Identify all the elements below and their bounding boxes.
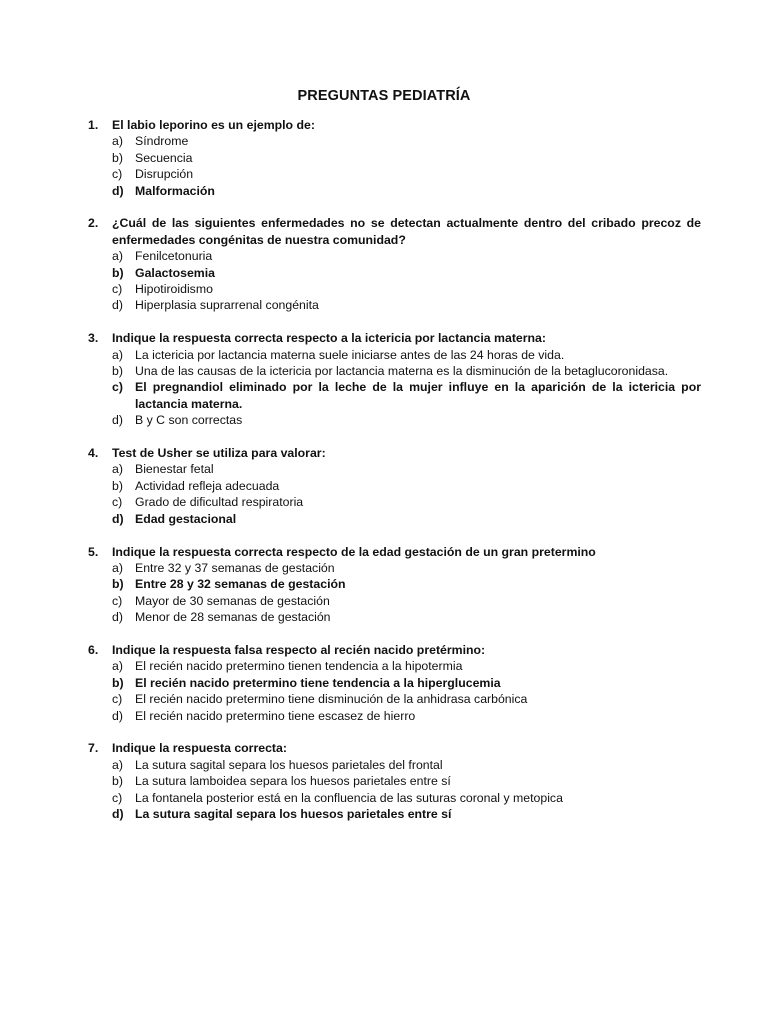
question-4 xyxy=(88,445,701,527)
option-text: Hiperplasia suprarrenal congénita xyxy=(135,298,319,313)
question-2 xyxy=(88,215,701,313)
option-c xyxy=(112,593,701,609)
option-text: El recién nacido pretermino tiene disminución de la anhidrasa carbónica xyxy=(135,692,528,707)
option-text: El recién nacido pretermino tiene escasez de hierro xyxy=(135,708,416,723)
question-header xyxy=(88,117,701,133)
option-text: Secuencia xyxy=(135,150,193,165)
question-number: 3. xyxy=(88,331,99,346)
option-letter: d) xyxy=(112,183,124,198)
option-text: Entre 32 y 37 semanas de gestación xyxy=(135,560,335,575)
option-letter: b) xyxy=(112,150,123,165)
option-letter: b) xyxy=(112,364,123,379)
option-text: Actividad refleja adecuada xyxy=(135,478,280,493)
question-text: Indique la respuesta correcta respecto de la edad gestación de un gran pretermino xyxy=(112,544,596,559)
option-c xyxy=(112,790,701,806)
option-text: La fontanela posterior está en la confluencia de las suturas coronal y metopica xyxy=(135,790,563,805)
option-d-answer xyxy=(112,511,701,527)
option-letter: a) xyxy=(112,560,123,575)
question-number: 6. xyxy=(88,642,99,657)
option-letter: d) xyxy=(112,511,124,526)
option-text: Edad gestacional xyxy=(135,511,237,526)
option-letter: d) xyxy=(112,413,123,428)
option-letter: d) xyxy=(112,610,123,625)
option-text: La ictericia por lactancia materna suele iniciarse antes de las 24 horas de vida. xyxy=(135,347,565,362)
option-letter: c) xyxy=(112,495,123,510)
option-b xyxy=(112,478,701,494)
option-letter: a) xyxy=(112,347,123,362)
question-header xyxy=(88,740,701,756)
option-list xyxy=(88,461,701,527)
option-b-answer xyxy=(112,576,701,592)
question-header xyxy=(88,330,701,346)
option-c xyxy=(112,494,701,510)
question-header xyxy=(88,445,701,461)
option-d-answer xyxy=(112,806,701,822)
option-letter: c) xyxy=(112,380,123,395)
option-list xyxy=(88,347,701,429)
option-letter: d) xyxy=(112,806,124,821)
option-list xyxy=(88,248,701,314)
option-text: Síndrome xyxy=(135,134,189,149)
option-b-answer xyxy=(112,675,701,691)
option-letter: b) xyxy=(112,478,123,493)
option-text: Galactosemia xyxy=(135,265,215,280)
question-header xyxy=(88,544,701,560)
option-text: El recién nacido pretermino tiene tendencia a la hiperglucemia xyxy=(135,675,501,690)
option-letter: a) xyxy=(112,659,123,674)
question-list xyxy=(88,117,701,839)
option-list xyxy=(88,658,701,724)
option-text: La sutura lamboidea separa los huesos parietales entre sí xyxy=(135,774,451,789)
option-c-answer xyxy=(112,379,701,412)
option-letter: c) xyxy=(112,282,123,297)
option-text: La sutura sagital separa los huesos parietales del frontal xyxy=(135,757,443,772)
option-list xyxy=(88,757,701,823)
option-text: Bienestar fetal xyxy=(135,462,214,477)
option-d xyxy=(112,609,701,625)
option-letter: c) xyxy=(112,692,123,707)
option-text: Grado de dificultad respiratoria xyxy=(135,495,304,510)
question-number: 7. xyxy=(88,741,99,756)
option-a xyxy=(112,248,701,264)
question-text: Indique la respuesta correcta respecto a la ictericia por lactancia materna: xyxy=(112,331,546,346)
option-letter: d) xyxy=(112,708,123,723)
option-d xyxy=(112,412,701,428)
option-a xyxy=(112,133,701,149)
question-1 xyxy=(88,117,701,199)
option-list xyxy=(88,133,701,199)
option-text: El pregnandiol eliminado por la leche de la mujer influye en la aparición de la ictericia por lactancia materna. xyxy=(135,380,701,411)
question-7 xyxy=(88,740,701,822)
question-text: Indique la respuesta correcta: xyxy=(112,741,287,756)
option-text: Hipotiroidismo xyxy=(135,282,213,297)
option-c xyxy=(112,281,701,297)
option-letter: c) xyxy=(112,593,123,608)
option-a xyxy=(112,347,701,363)
option-a xyxy=(112,560,701,576)
option-text: Malformación xyxy=(135,183,215,198)
option-d xyxy=(112,297,701,313)
option-text: Mayor de 30 semanas de gestación xyxy=(135,593,330,608)
question-number: 2. xyxy=(88,216,99,231)
question-number: 5. xyxy=(88,544,99,559)
question-number: 1. xyxy=(88,118,99,132)
question-3 xyxy=(88,330,701,428)
question-number: 4. xyxy=(88,446,99,461)
option-a xyxy=(112,757,701,773)
option-b xyxy=(112,363,701,379)
option-letter: d) xyxy=(112,298,123,313)
page-title: PREGUNTAS PEDIATRÍA xyxy=(297,88,471,104)
option-a xyxy=(112,658,701,674)
option-letter: b) xyxy=(112,265,124,280)
option-letter: c) xyxy=(112,790,123,805)
option-text: B y C son correctas xyxy=(135,413,243,428)
option-text: Una de las causas de la ictericia por lactancia materna es la disminución de la betaglucoronidasa. xyxy=(135,364,669,379)
option-letter: a) xyxy=(112,757,123,772)
option-letter: b) xyxy=(112,774,123,789)
option-d-answer xyxy=(112,183,701,199)
option-c xyxy=(112,691,701,707)
option-letter: a) xyxy=(112,249,123,264)
question-5 xyxy=(88,544,701,626)
option-a xyxy=(112,461,701,477)
option-text: El recién nacido pretermino tienen tendencia a la hipotermia xyxy=(135,659,463,674)
option-b xyxy=(112,773,701,789)
option-letter: c) xyxy=(112,167,123,182)
option-list xyxy=(88,560,701,626)
option-b xyxy=(112,150,701,166)
option-text: Disrupción xyxy=(135,167,194,182)
question-text: El labio leporino es un ejemplo de: xyxy=(112,118,315,132)
option-text: Menor de 28 semanas de gestación xyxy=(135,610,331,625)
option-letter: a) xyxy=(112,134,123,149)
option-d xyxy=(112,708,701,724)
option-b-answer xyxy=(112,265,701,281)
question-text: Test de Usher se utiliza para valorar: xyxy=(112,446,326,461)
question-6 xyxy=(88,642,701,724)
option-text: Fenilcetonuria xyxy=(135,249,213,264)
option-text: Entre 28 y 32 semanas de gestación xyxy=(135,577,346,592)
option-letter: b) xyxy=(112,577,124,592)
question-text: Indique la respuesta falsa respecto al recién nacido pretérmino: xyxy=(112,642,486,657)
question-header xyxy=(88,215,701,248)
question-text: ¿Cuál de las siguientes enfermedades no se detectan actualmente dentro del cribado precoz de enfermedades congénitas de nuestra comunidad? xyxy=(112,216,701,247)
option-text: La sutura sagital separa los huesos parietales entre sí xyxy=(135,806,452,821)
option-letter: b) xyxy=(112,675,124,690)
option-letter: a) xyxy=(112,462,123,477)
option-c xyxy=(112,166,701,182)
question-header xyxy=(88,642,701,658)
